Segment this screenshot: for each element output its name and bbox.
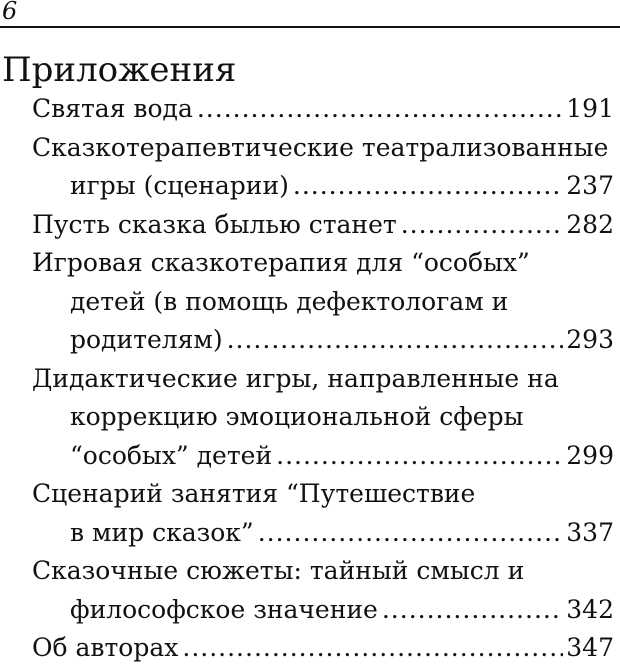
toc-page-number: 293 <box>566 325 614 354</box>
dot-leader <box>258 514 564 553</box>
toc-entry-game-fairy-therapy[interactable] <box>32 244 614 360</box>
toc-entry-line <box>32 360 614 399</box>
dot-leader <box>182 629 563 668</box>
toc-entry-line <box>32 321 614 360</box>
toc-entry-about-authors[interactable] <box>32 629 614 668</box>
toc-entry-title: Святая вода <box>32 94 193 123</box>
toc-entry-title-line: детей (в помощь дефектологам и <box>70 286 509 316</box>
header-rule <box>0 26 620 28</box>
toc-entry-line <box>32 283 614 322</box>
page-number: 6 <box>2 0 18 25</box>
dot-leader <box>276 437 563 476</box>
toc-entry-title: Об авторах <box>32 633 179 662</box>
dot-leader <box>401 206 564 245</box>
toc-entry-line <box>32 167 614 206</box>
toc-entry-title: философское значение <box>70 594 378 624</box>
dot-leader <box>227 321 564 360</box>
toc-entry-line <box>32 591 614 630</box>
toc-page-number: 347 <box>566 633 614 662</box>
toc-page-number: 337 <box>566 517 614 547</box>
dot-leader <box>382 591 563 630</box>
toc-entry-line <box>32 475 614 514</box>
toc-entry-didactic-games[interactable] <box>32 360 614 476</box>
toc-entry-line <box>32 90 614 129</box>
toc-page-number: 237 <box>566 171 614 200</box>
toc-page-number: 282 <box>566 209 614 239</box>
toc-entry-line <box>32 514 614 553</box>
section-title: Приложения <box>2 50 237 90</box>
toc-page-number: 299 <box>566 440 614 470</box>
toc-entry-title-line: коррекцию эмоциональной сферы <box>70 402 524 431</box>
toc-entry-line <box>32 437 614 476</box>
dot-leader <box>197 90 563 129</box>
toc-entry-line <box>32 206 614 245</box>
toc-entry-title-line: Сказкотерапевтические театрализованные <box>32 132 609 162</box>
toc-entry-line <box>32 398 614 437</box>
toc-entry-title-line: Сценарий занятия “Путешествие <box>32 479 476 508</box>
toc-entry-line <box>32 629 614 668</box>
toc-entry-title-line: Игровая сказкотерапия для “особых” <box>32 248 530 277</box>
toc-entry-title-line: Дидактические игры, направленные на <box>32 363 559 393</box>
toc-entry-line <box>32 244 614 283</box>
toc-entry-title: “особых” детей <box>70 440 273 470</box>
toc-entry-title: игры (сценарии) <box>70 171 289 200</box>
toc-entry-theatrical-games[interactable] <box>32 129 614 206</box>
toc-entry-line <box>32 552 614 591</box>
toc-entry-fairy-tale-reality[interactable] <box>32 206 614 245</box>
table-of-contents <box>32 90 614 668</box>
toc-entry-title-line: Сказочные сюжеты: тайный смысл и <box>32 556 525 585</box>
toc-entry-line <box>32 129 614 168</box>
toc-entry-title: родителям) <box>70 325 223 354</box>
toc-entry-title: Пусть сказка былью станет <box>32 209 397 239</box>
toc-page-number: 191 <box>566 94 614 123</box>
toc-entry-lesson-scenario[interactable] <box>32 475 614 552</box>
toc-entry-fairy-plots[interactable] <box>32 552 614 629</box>
toc-page-number: 342 <box>566 594 614 624</box>
dot-leader <box>293 167 563 206</box>
toc-entry-title: в мир сказок” <box>70 517 254 547</box>
toc-entry-holy-water[interactable] <box>32 90 614 129</box>
